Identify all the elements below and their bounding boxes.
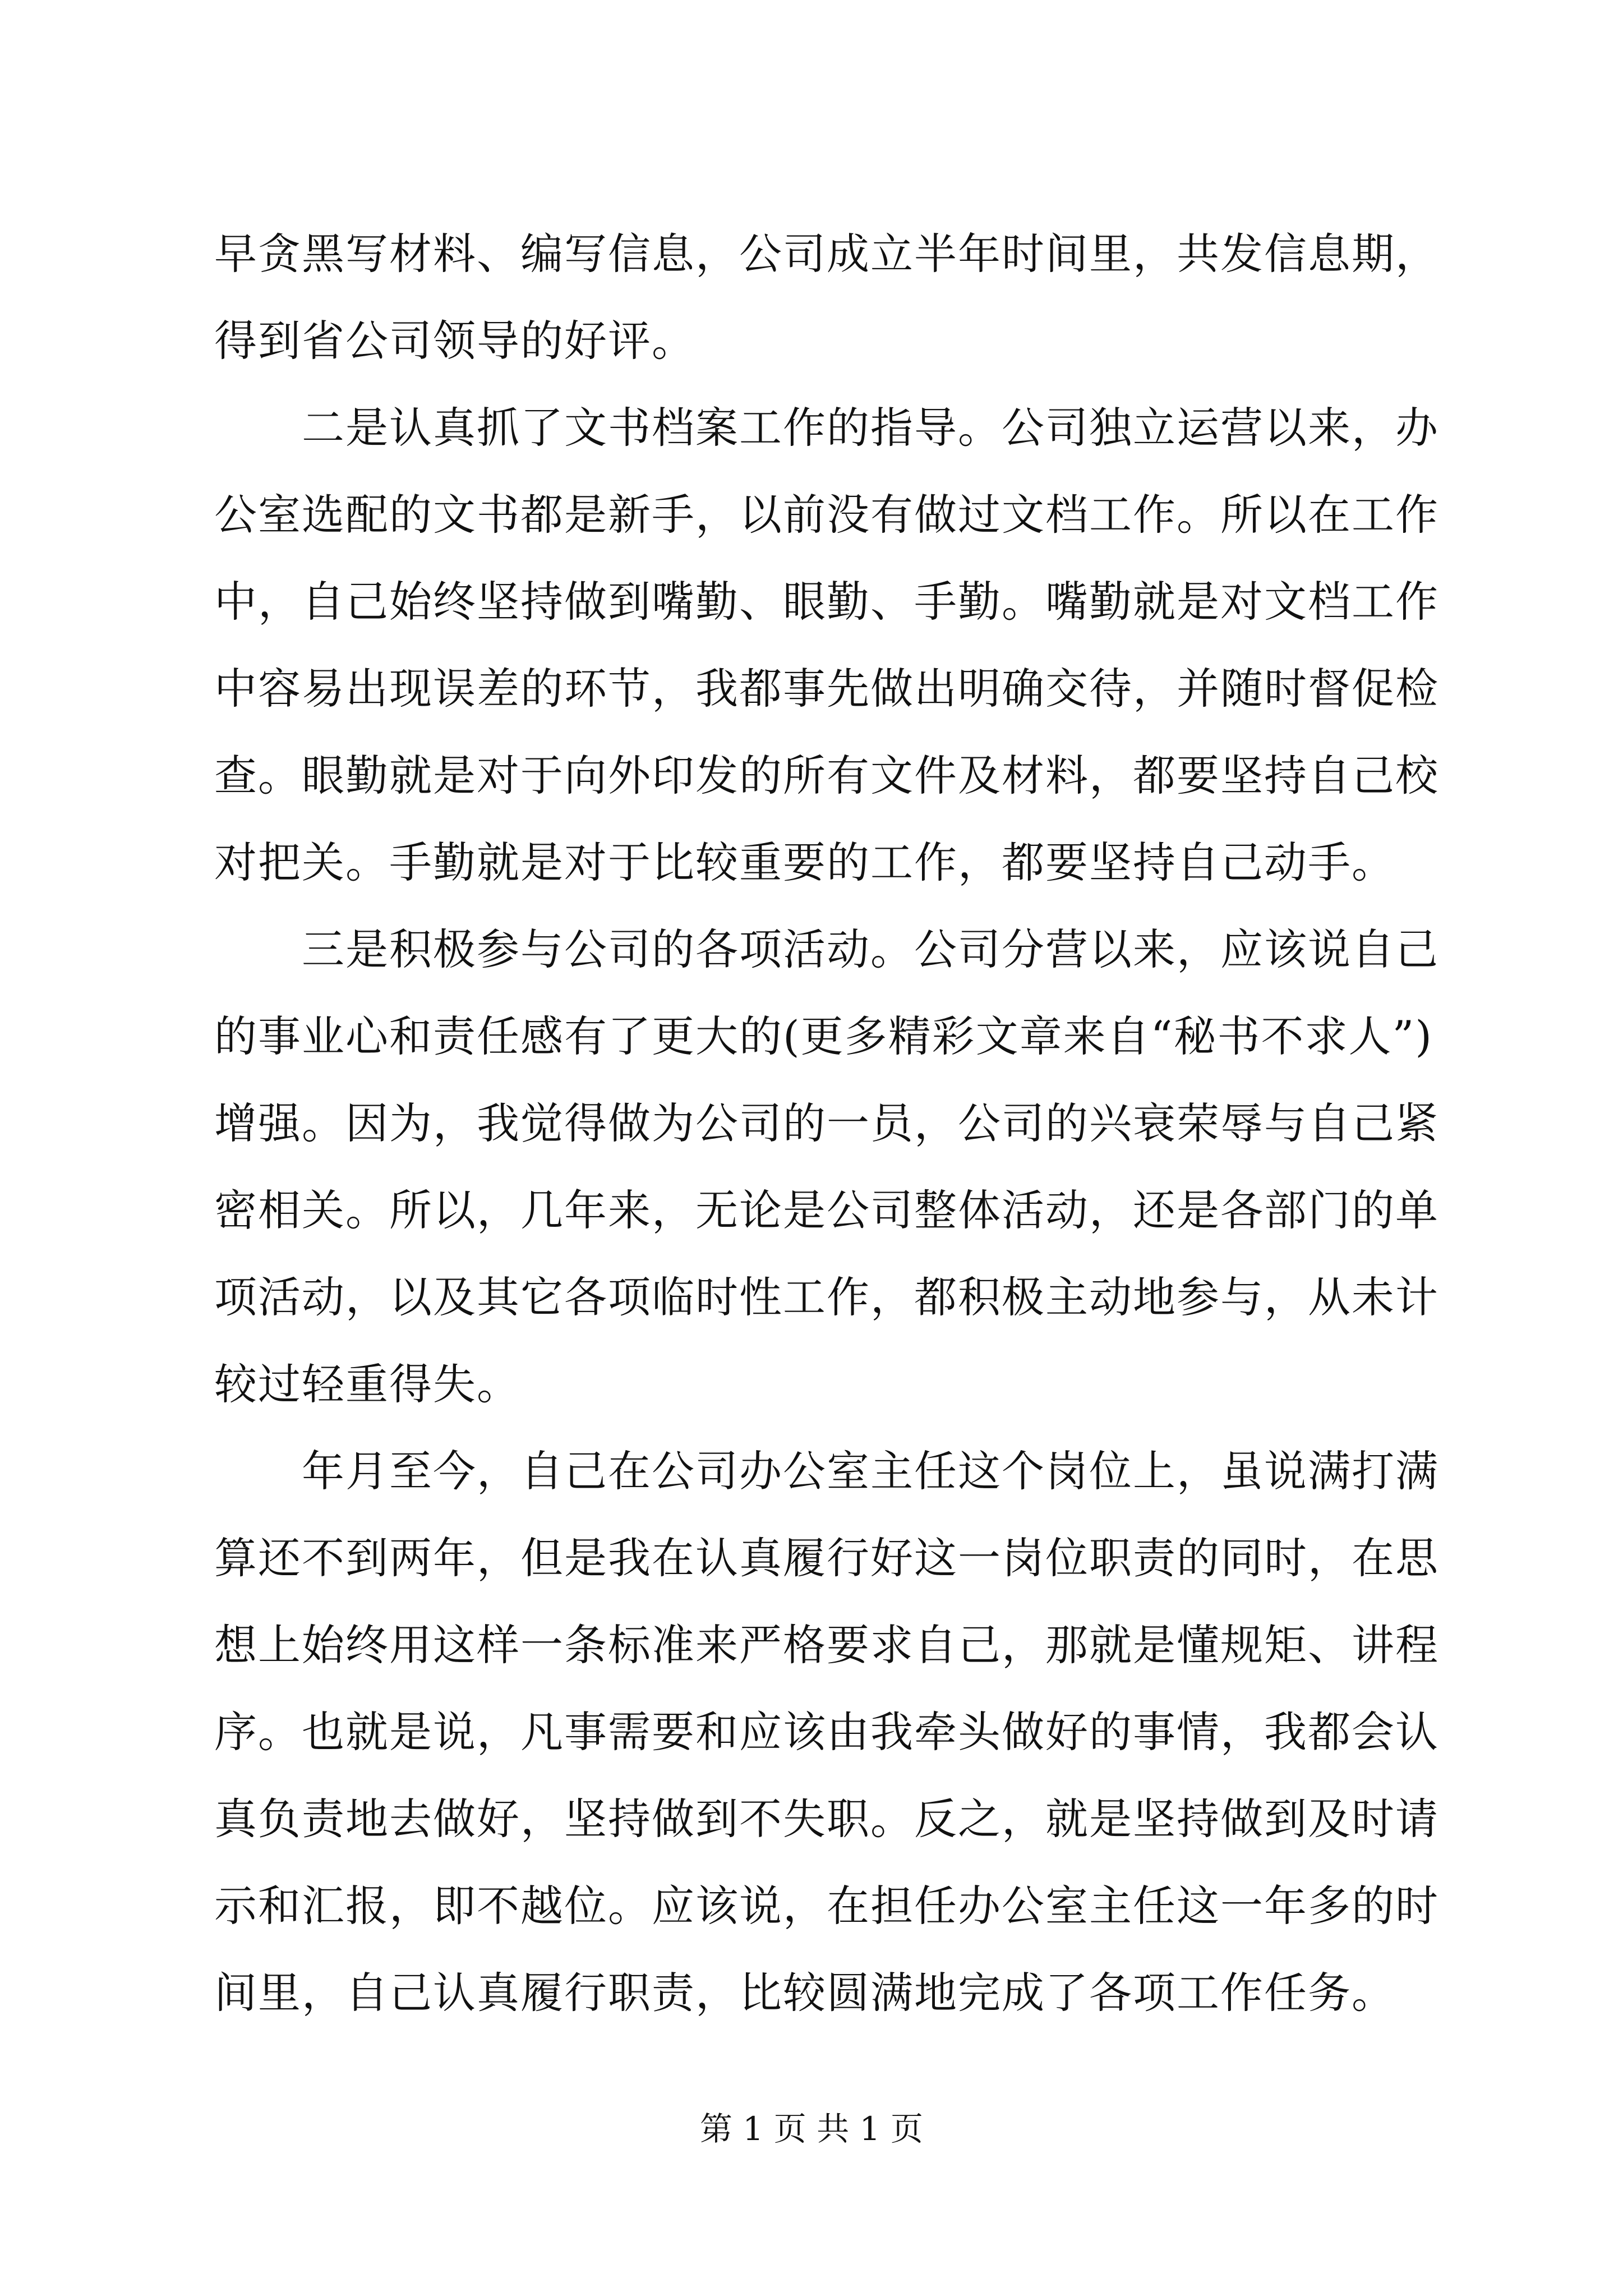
text-line: 示和汇报，即不越位。应该说，在担任办公室主任这一年多的时 xyxy=(214,1881,1439,1931)
page-footer xyxy=(0,2106,1623,2151)
text-line: 增强。因为，我觉得做为公司的一员，公司的兴衰荣辱与自己紧 xyxy=(214,1098,1439,1148)
text-line: 中，自己始终坚持做到嘴勤、眼勤、手勤。嘴勤就是对文档工作 xyxy=(214,577,1439,627)
text-line: 算还不到两年，但是我在认真履行好这一岗位职责的同时，在思 xyxy=(214,1533,1439,1583)
text-line: 真负责地去做好，坚持做到不失职。反之，就是坚持做到及时请 xyxy=(214,1794,1439,1844)
text-line: 较过轻重得失。 xyxy=(214,1359,520,1409)
text-line: 间里，自己认真履行职责，比较圆满地完成了各项工作任务。 xyxy=(214,1968,1395,2018)
text-line: 密相关。所以，几年来，无论是公司整体活动，还是各部门的单 xyxy=(214,1185,1439,1235)
text-line: 中容易出现误差的环节，我都事先做出明确交待，并随时督促检 xyxy=(214,664,1439,714)
paragraph-first-line: 三是积极参与公司的各项活动。公司分营以来，应该说自己 xyxy=(302,924,1439,974)
text-line: 想上始终用这样一条标准来严格要求自己，那就是懂规矩、讲程 xyxy=(214,1620,1439,1670)
text-line: 早贪黑写材料、编写信息，公司成立半年时间里，共发信息期， xyxy=(214,229,1439,279)
paragraph-first-line: 二是认真抓了文书档案工作的指导。公司独立运营以来，办 xyxy=(302,403,1439,453)
page-number-label: 第 1 页 共 1 页 xyxy=(700,2110,923,2148)
text-line: 项活动，以及其它各项临时性工作，都积极主动地参与，从未计 xyxy=(214,1272,1439,1322)
text-line: 查。眼勤就是对于向外印发的所有文件及材料，都要坚持自己校 xyxy=(214,751,1439,800)
paragraph-first-line: 年月至今，自己在公司办公室主任这个岗位上，虽说满打满 xyxy=(302,1446,1439,1496)
text-line: 公室选配的文书都是新手，以前没有做过文档工作。所以在工作 xyxy=(214,490,1439,540)
text-line: 的事业心和责任感有了更大的(更多精彩文章来自“秘书不求人”) xyxy=(214,1011,1433,1061)
text-line: 序。也就是说，凡事需要和应该由我牵头做好的事情，我都会认 xyxy=(214,1707,1439,1757)
text-line: 得到省公司领导的好评。 xyxy=(214,316,695,366)
text-line: 对把关。手勤就是对于比较重要的工作，都要坚持自己动手。 xyxy=(214,838,1395,887)
document-body xyxy=(214,210,1439,2036)
